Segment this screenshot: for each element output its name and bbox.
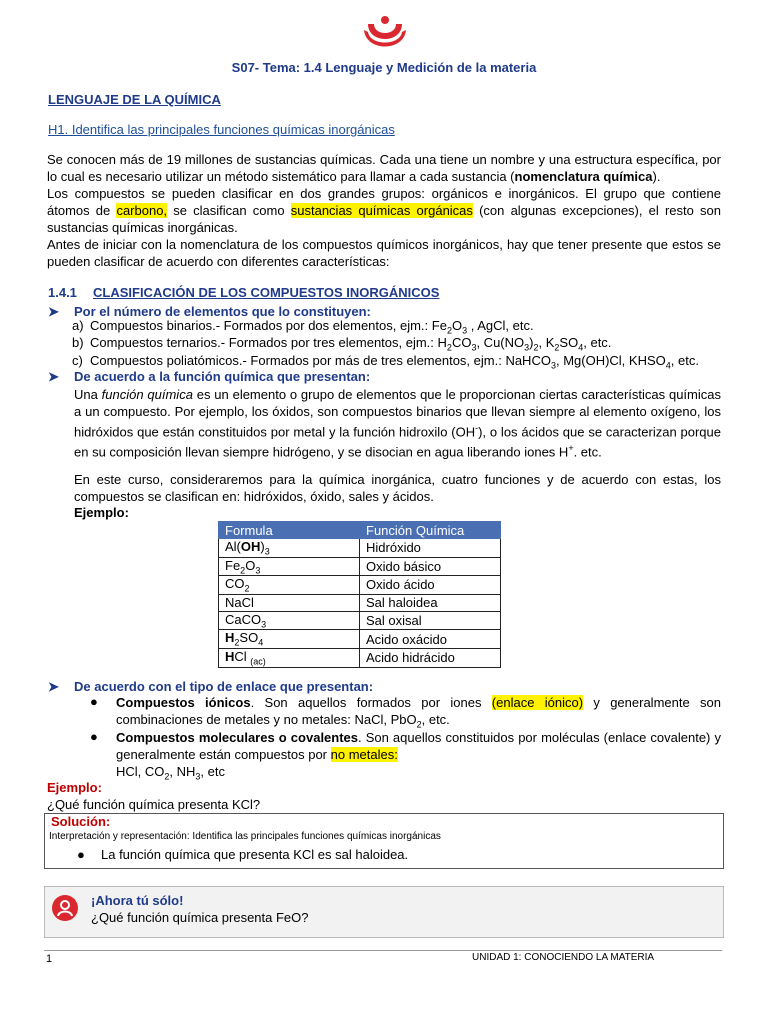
heading-by-bond: ➤ De acuerdo con el tipo de enlace que presentan: <box>48 679 374 694</box>
ahora-title: ¡Ahora tú sólo! <box>91 893 184 908</box>
solution-label: Solución: <box>51 814 111 829</box>
list-item: c) Compuestos poliatómicos.- Formados por más de tres elementos, ejm.: NaHCO$_3$, Mg(OH)Cl, $KHSO_4$, etc. <box>72 353 699 371</box>
bullet-dot-icon: ● <box>90 729 98 744</box>
highlight-no-metales: no metales: <box>330 747 398 762</box>
example-table <box>218 521 501 668</box>
bullet-dot-icon: ● <box>77 847 85 862</box>
solution-answer: ● La función química que presenta KCl es sal haloidea. <box>77 847 409 862</box>
document-title: S07- Tema: 1.4 Lenguaje y Medición de la materia <box>231 60 537 75</box>
table-row: $Fe_2O_3$ Oxido básico <box>219 557 501 576</box>
list-item <box>90 729 116 744</box>
section-141-title: 1.4.1 CLASIFICACIÓN DE LOS COMPUESTOS INORGÁNICOS <box>48 285 440 300</box>
example-question: ¿Qué función química presenta KCl? <box>47 797 261 812</box>
upc-logo-icon <box>362 14 408 54</box>
ionic-text: Compuestos iónicos. Son aquellos formados por iones (enlace iónico) y generalmente son combinaciones de metales y no metales: NaCl, PbO$_2$, etc. <box>116 695 721 730</box>
table-row: $CO_2$ Oxido ácido <box>219 576 501 595</box>
page-number: 1 <box>46 953 53 965</box>
function-paragraph-2: En este curso, consideraremos para la química inorgánica, cuatro funciones y de acuerdo con estas, los compuestos se clasifican en: hidróxidos, óxido, sales y ácidos. <box>74 472 721 504</box>
example-heading: Ejemplo: <box>47 780 102 795</box>
solution-subtitle: Interpretación y representación: Identifica las principales funciones químicas inorgánicas <box>49 831 441 842</box>
function-paragraph: Una función química es un elemento o grupo de elementos que le proporcionan ciertas características químicas a un compuesto. Por ejemplo, los óxidos, son compuestos binarios que llevan siempre al elemento oxígeno, los hidróxidos que están constituidos por metal y la función hidroxilo (OH-), o los ácidos que se caracterizan porque en su composición llevan siempre hidrógeno, y se disocian en agua liberando iones H+. etc. <box>74 387 722 460</box>
arrow-bullet-icon: ➤ <box>48 304 59 319</box>
table-header: Función Química <box>360 522 501 539</box>
arrow-bullet-icon: ➤ <box>48 679 59 694</box>
h1-title: H1. Identifica las principales funciones químicas inorgánicas <box>48 122 395 137</box>
highlight-carbono: carbono, <box>116 203 168 218</box>
ahora-question: ¿Qué función química presenta FeO? <box>91 910 309 925</box>
table-header: Formula <box>219 522 360 539</box>
example-label: Ejemplo: <box>74 505 129 520</box>
ahora-box <box>44 886 724 938</box>
table-row: CaCO$_3$ Sal oxisal <box>219 611 501 630</box>
highlight-enlace-ionico: (enlace iónico) <box>491 695 584 710</box>
arrow-bullet-icon: ➤ <box>48 369 59 384</box>
table-row: NaCl Sal haloidea <box>219 594 501 611</box>
footer-unit: UNIDAD 1: CONOCIENDO LA MATERIA <box>472 952 655 963</box>
heading-by-function: ➤ De acuerdo a la función química que presentan: <box>48 369 371 384</box>
user-icon <box>52 895 78 921</box>
table-row: HCl $_{(ac)}$ Acido hidrácido <box>219 648 501 667</box>
bullet-dot-icon: ● <box>90 694 98 709</box>
table-row: $H_2SO_4$ Acido oxácido <box>219 630 501 649</box>
footer-divider <box>44 950 722 951</box>
solution-box <box>44 813 724 869</box>
heading-by-elements: ➤ Por el número de elementos que lo constituyen: <box>48 304 371 319</box>
table-row: $Al(OH)_3$ Hidróxido <box>219 539 501 558</box>
list-item: b) Compuestos ternarios.- Formados por tres elementos, ejm.: $H_2CO_3$, $Cu(NO_3)_2$, $K_2SO_4$, etc. <box>72 335 612 353</box>
highlight-organicas: sustancias químicas orgánicas <box>290 203 473 218</box>
list-item: a) Compuestos binarios.- Formados por dos elementos, ejm.: $Fe_2O_3$ , AgCl, etc. <box>72 318 534 336</box>
section-title: LENGUAJE DE LA QUÍMICA <box>48 92 221 107</box>
list-item <box>90 694 116 709</box>
intro-paragraph: Se conocen más de 19 millones de sustancias químicas. Cada una tiene un nombre y una estructura específica, por lo cual es necesario utilizar un método sistemático para llamar a cada sustancia (nomenclatura química). Los compuestos se pueden clasificar en dos grandes grupos: orgánicos e inorgánicos. El grupo que contiene átomos de carbono, se clasifican como sustancias químicas orgánicas (con algunas excepciones), el resto son sustancias químicas inorgánicas. Antes de iniciar con la nomenclatura de los compuestos químicos inorgánicos, hay que tener presente que estos se pueden clasificar de acuerdo con diferentes características: <box>47 152 722 269</box>
covalent-text: Compuestos moleculares o covalentes. Son aquellos constituidos por moléculas (enlace covalente) y generalmente están compuestos por no metales: HCl, $CO_2$, $NH_3$, etc <box>116 730 721 782</box>
